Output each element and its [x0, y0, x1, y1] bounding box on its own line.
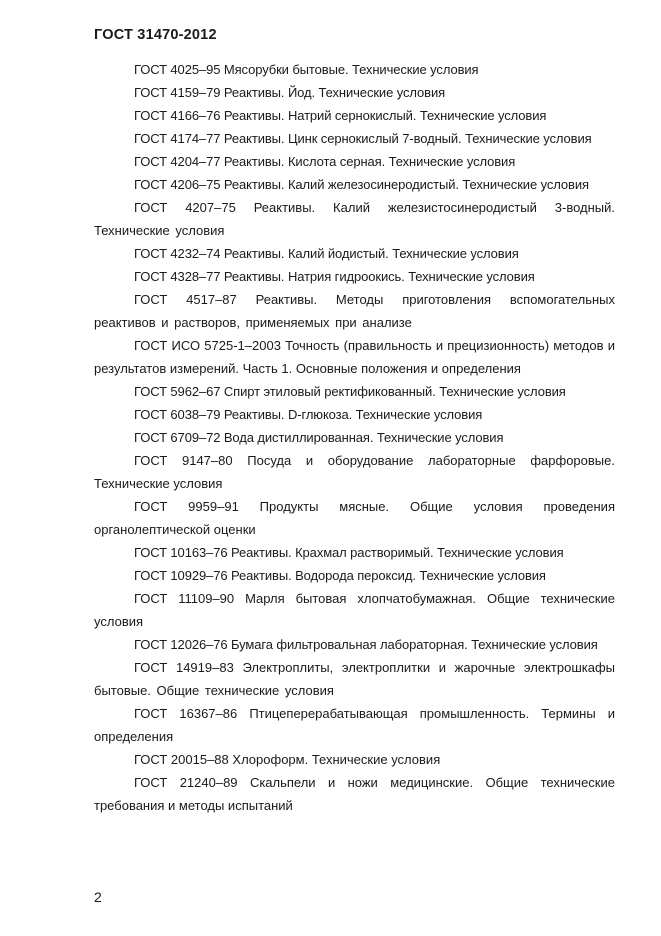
reference-title: Точность (правильность и прецизионность) методов и результатов измерений. Часть 1. Основные положения и определения	[94, 338, 615, 376]
reference-code: ГОСТ 16367–86	[134, 706, 238, 721]
reference-item	[94, 403, 615, 426]
reference-title: Реактивы. Натрий сернокислый. Технические условия	[223, 108, 547, 123]
reference-code: ГОСТ 4517–87	[134, 292, 237, 307]
reference-code: ГОСТ 9147–80	[134, 453, 233, 468]
reference-item	[94, 150, 615, 173]
reference-code: ГОСТ 5962–67	[134, 384, 221, 399]
reference-item	[94, 380, 615, 403]
reference-code: ГОСТ 4204–77	[134, 154, 221, 169]
reference-title: Реактивы. Йод. Технические условия	[223, 85, 446, 100]
reference-item	[94, 656, 615, 702]
reference-item	[94, 127, 615, 150]
reference-code: ГОСТ 4328–77	[134, 269, 221, 284]
reference-title: Реактивы. Цинк сернокислый 7-водный. Технические условия	[223, 131, 592, 146]
reference-code: ГОСТ 6038–79	[134, 407, 221, 422]
reference-title: Бумага фильтровальная лабораторная. Технические условия	[231, 637, 598, 652]
reference-item	[94, 702, 615, 748]
reference-item	[94, 288, 615, 334]
reference-item	[94, 564, 615, 587]
reference-title: Реактивы. Калий йодистый. Технические условия	[223, 246, 519, 261]
reference-title: Птицеперерабатывающая промышленность. Термины и определения	[94, 706, 615, 744]
reference-item	[94, 265, 615, 288]
reference-item	[94, 495, 615, 541]
reference-title: Посуда и оборудование лабораторные фарфоровые. Технические условия	[94, 453, 615, 491]
reference-code: ГОСТ 21240–89	[134, 775, 238, 790]
reference-code: ГОСТ 4166–76	[134, 108, 221, 123]
reference-code: ГОСТ 4232–74	[134, 246, 221, 261]
reference-item	[94, 242, 615, 265]
reference-code: ГОСТ 4174–77	[134, 131, 221, 146]
reference-title: Электроплиты, электроплитки и жарочные электрошкафы бытовые. Общие технические условия	[94, 660, 615, 698]
reference-item	[94, 426, 615, 449]
reference-code: ГОСТ 14919–83	[134, 660, 234, 675]
reference-title: Продукты мясные. Общие условия проведения органолептической оценки	[94, 499, 615, 537]
reference-title: Спирт этиловый ректификованный. Технические условия	[223, 384, 566, 399]
reference-code: ГОСТ 11109–90	[134, 591, 235, 606]
reference-title: Скальпели и ножи медицинские. Общие технические требования и методы испытаний	[94, 775, 615, 813]
reference-title: Вода дистиллированная. Технические условия	[223, 430, 504, 445]
reference-title: Хлороформ. Технические условия	[232, 752, 441, 767]
reference-title: Реактивы. Методы приготовления вспомогательных реактивов и растворов, применяемых при анализе	[94, 292, 615, 330]
reference-code: ГОСТ 20015–88	[134, 752, 229, 767]
reference-item	[94, 748, 615, 771]
reference-code: ГОСТ 12026–76	[134, 637, 228, 652]
reference-title: Реактивы. Калий железистосинеродистый 3-водный. Технические условия	[94, 200, 615, 238]
reference-title: Реактивы. Кислота серная. Технические условия	[223, 154, 516, 169]
reference-item	[94, 587, 615, 633]
reference-item	[94, 541, 615, 564]
reference-code: ГОСТ 10163–76	[134, 545, 228, 560]
reference-item	[94, 633, 615, 656]
normative-references-list	[94, 58, 615, 817]
reference-code: ГОСТ 10929–76	[134, 568, 228, 583]
reference-title: Марля бытовая хлопчатобумажная. Общие технические условия	[94, 591, 615, 629]
reference-title: Реактивы. Натрия гидроокись. Технические условия	[223, 269, 535, 284]
reference-code: ГОСТ 9959–91	[134, 499, 239, 514]
reference-title: Мясорубки бытовые. Технические условия	[223, 62, 479, 77]
reference-title: Реактивы. D-глюкоза. Технические условия	[223, 407, 483, 422]
document-header: ГОСТ 31470-2012	[94, 27, 217, 43]
reference-code: ГОСТ 6709–72	[134, 430, 221, 445]
page-number: 2	[94, 889, 102, 905]
reference-item	[94, 334, 615, 380]
reference-code: ГОСТ 4159–79	[134, 85, 221, 100]
reference-code: ГОСТ ИСО 5725-1–2003	[134, 338, 281, 353]
reference-item	[94, 81, 615, 104]
reference-item	[94, 173, 615, 196]
reference-item	[94, 771, 615, 817]
reference-title: Реактивы. Калий железосинеродистый. Технические условия	[223, 177, 589, 192]
reference-item	[94, 58, 615, 81]
reference-item	[94, 196, 615, 242]
reference-code: ГОСТ 4207–75	[134, 200, 236, 215]
reference-item	[94, 104, 615, 127]
reference-code: ГОСТ 4025–95	[134, 62, 221, 77]
reference-code: ГОСТ 4206–75	[134, 177, 221, 192]
reference-item	[94, 449, 615, 495]
reference-title: Реактивы. Водорода пероксид. Технические условия	[231, 568, 546, 583]
reference-title: Реактивы. Крахмал растворимый. Технические условия	[231, 545, 564, 560]
